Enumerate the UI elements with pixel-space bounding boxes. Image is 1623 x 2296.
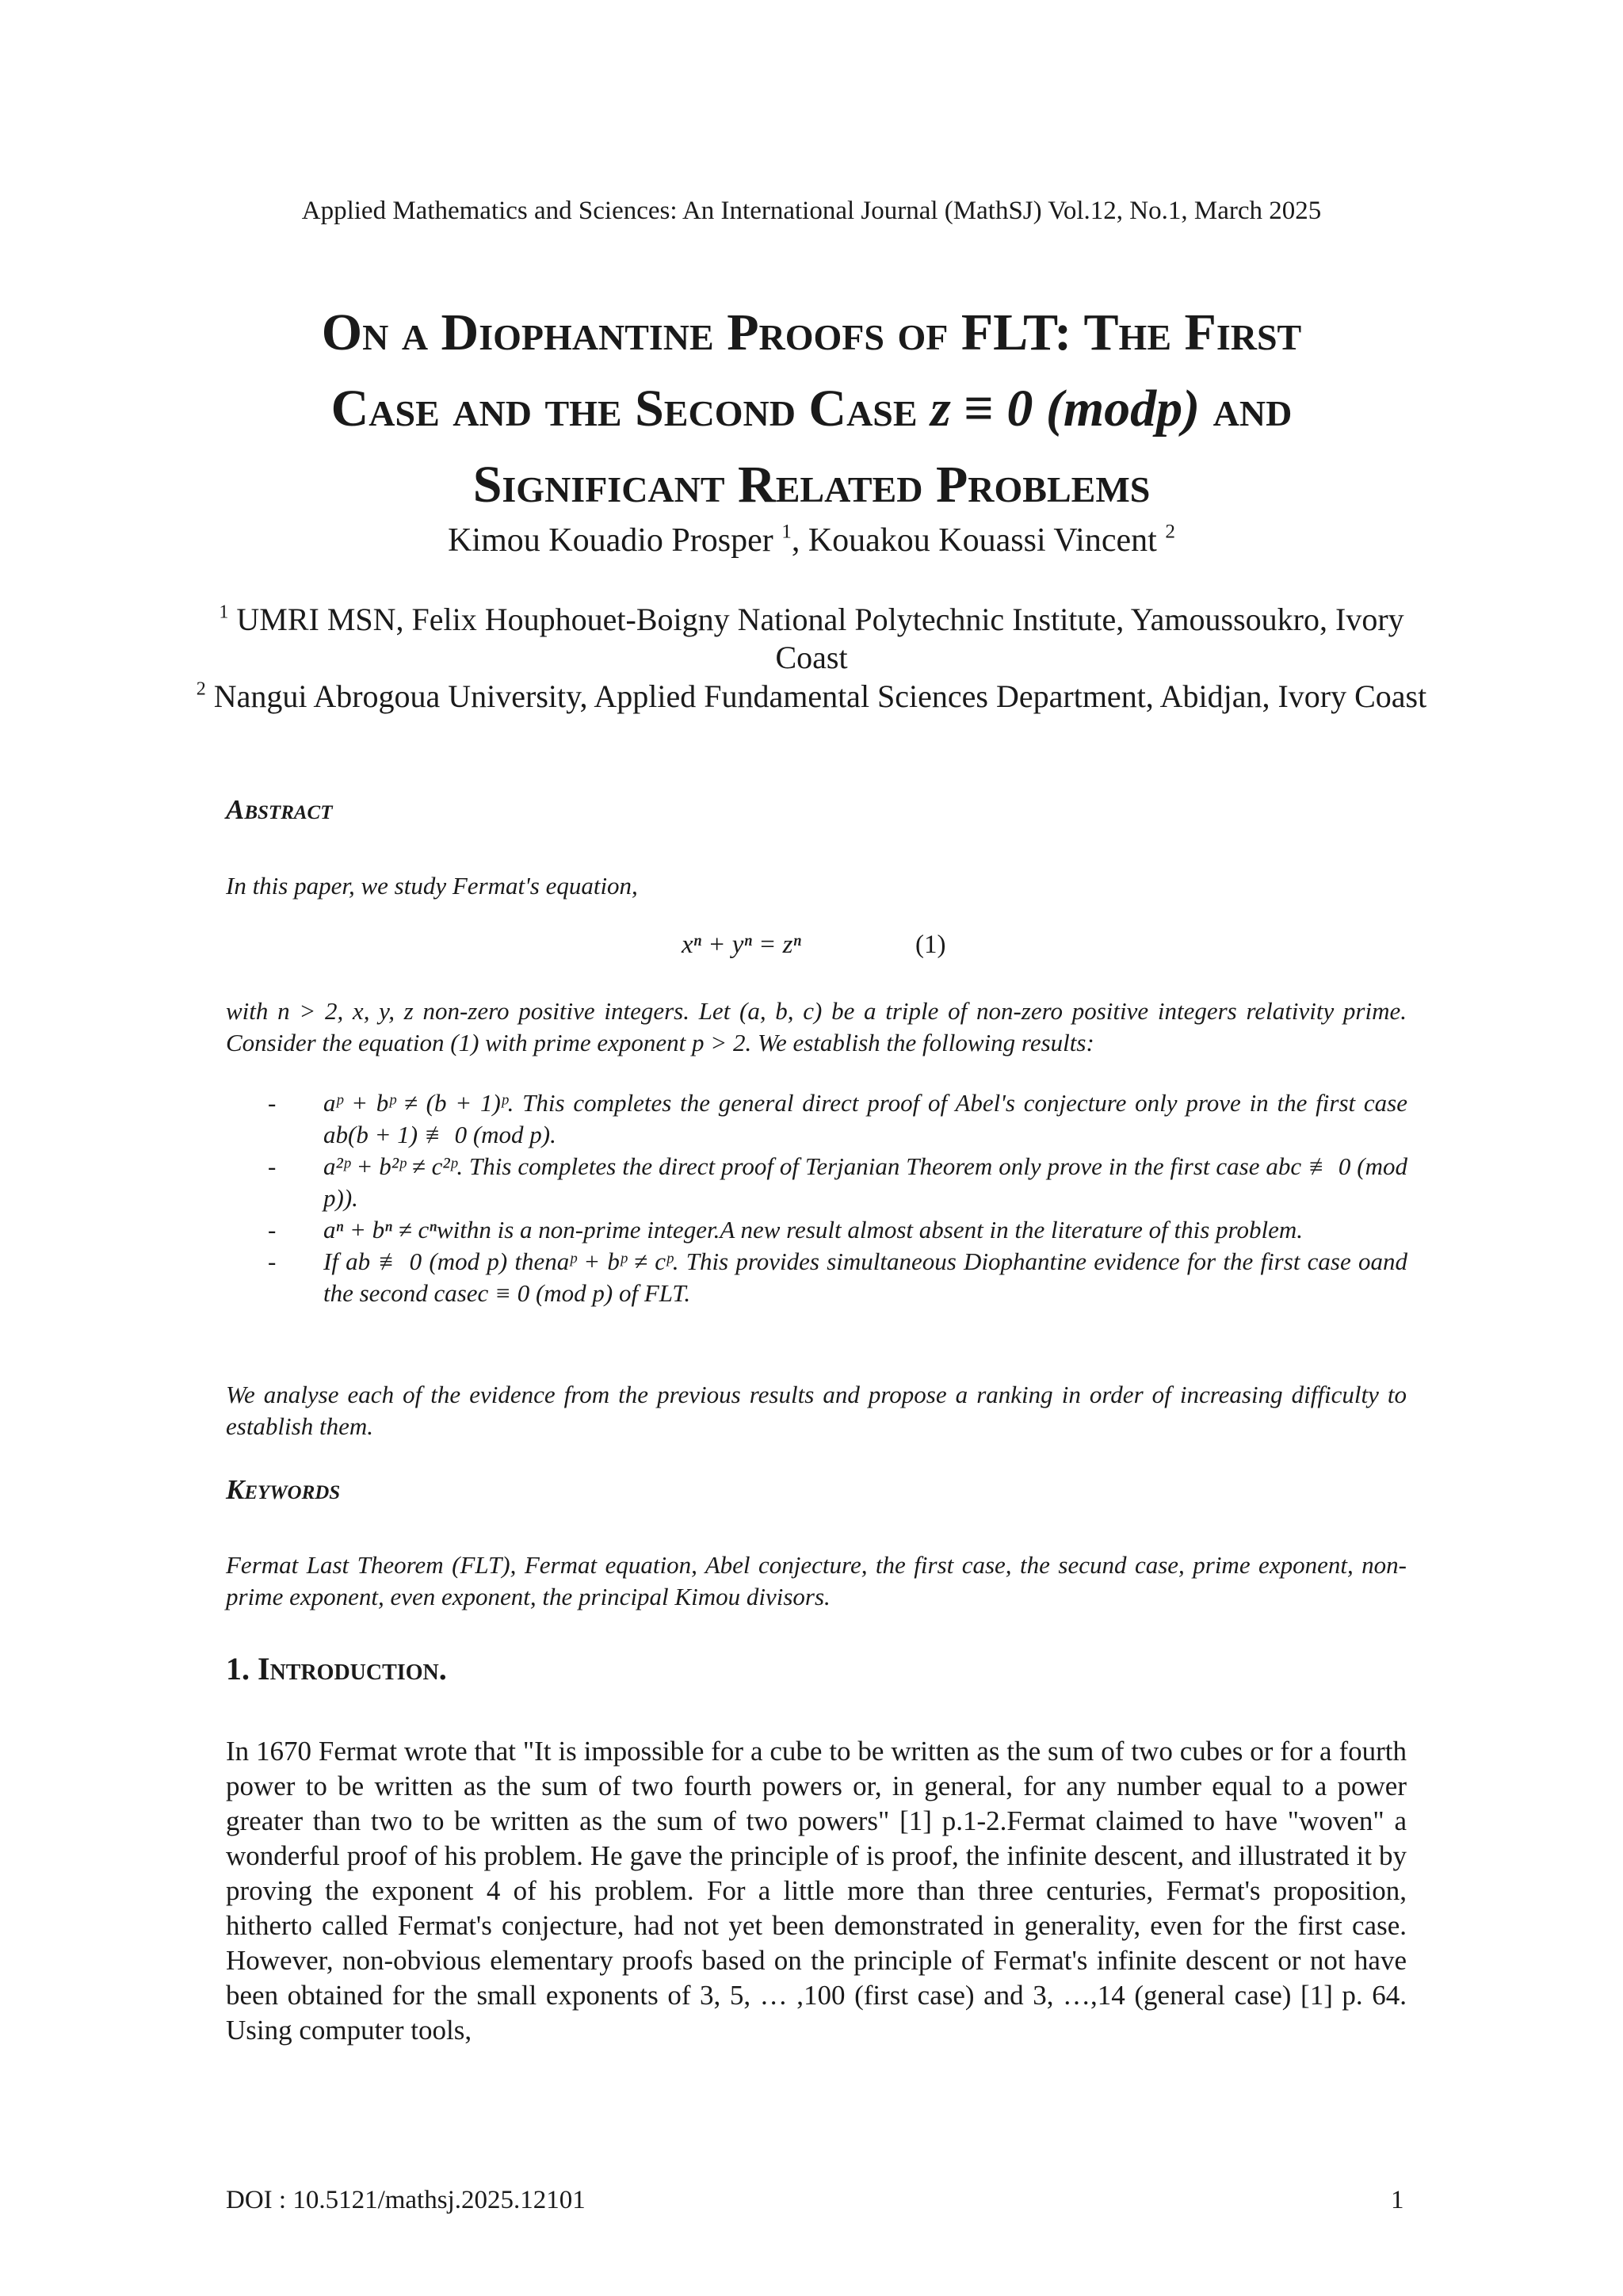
introduction-paragraph: In 1670 Fermat wrote that "It is impossible for a cube to be written as the sum of two cubes or for a fourth power to be written as the sum of two fourth powers or, in general, for any number equal to a power greater than two to be written as the sum of two powers" [1] p.1-2.Fermat claimed to have "woven" a wonderful proof of his problem. He gave the principle of is proof, the infinite descent, and illustrated it by proving the exponent 4 of his problem. For a little more than three centuries, Fermat's proposition, hitherto called Fermat's conjecture, had not yet been demonstrated in generality, even for the first case. However, non-obvious elementary proofs based on the principle of Fermat's infinite descent or not have been obtained for the small exponents of 3, 5, … ,100 (first case) and 3, …,14 (general case) [1] p. 64. Using computer tools, bbox=[226, 1736, 1407, 2046]
fermat-equation bbox=[682, 930, 946, 960]
list-item bbox=[268, 1151, 1407, 1214]
affiliation-1-text: UMRI MSN, Felix Houphouet-Boigny National Polytechnic Institute, Yamoussoukro, Ivory Coast bbox=[236, 602, 1404, 675]
abstract-intro: In this paper, we study Fermat's equation, bbox=[226, 872, 638, 900]
author-1-affiliation-mark: 1 bbox=[781, 521, 792, 543]
keywords-heading: Keywords bbox=[226, 1474, 341, 1505]
list-item bbox=[268, 1246, 1407, 1309]
abstract-with-paragraph: with n > 2, x, y, z non-zero positive integers. Let (a, b, c) be a triple of non-zero positive integers relativity prime. Consider the equation (1) with prime exponent p > 2. We establish the following results: bbox=[226, 997, 1407, 1056]
author-1: Kimou Kouadio Prosper bbox=[448, 522, 773, 559]
list-item-text: a²ᵖ + b²ᵖ ≠ c²ᵖ. This completes the direct proof of Terjanian Theorem only prove in the first case abc ≢ 0 (mod p)). bbox=[323, 1152, 1407, 1212]
introduction-heading: 1. Introduction. bbox=[226, 1651, 447, 1687]
keywords-text: Fermat Last Theorem (FLT), Fermat equation, Abel conjecture, the first case, the secund case, prime exponent, non-prime exponent, even exponent, the principal Kimou divisors. bbox=[226, 1551, 1407, 1610]
list-item-text: If ab ≢ 0 (mod p) thenaᵖ + bᵖ ≠ cᵖ. This provides simultaneous Diophantine evidence for the first case oand the second casec ≡ 0 (mod p) of FLT. bbox=[323, 1247, 1407, 1307]
list-item-text: aᵖ + bᵖ ≠ (b + 1)ᵖ. This completes the general direct proof of Abel's conjecture only prove in the first case ab(b + 1) ≢ 0 (mod p). bbox=[323, 1089, 1407, 1148]
running-header: Applied Mathematics and Sciences: An International Journal (MathSJ) Vol.12, No.1, March 2025 bbox=[301, 197, 1322, 225]
list-marker: - bbox=[268, 1247, 277, 1275]
author-2-affiliation-mark: 2 bbox=[1165, 521, 1175, 543]
title-line-3: Significant Related Problems bbox=[472, 456, 1151, 514]
list-item bbox=[268, 1087, 1407, 1151]
list-item-text: aⁿ + bⁿ ≠ cⁿwithn is a non-prime integer.A new result almost absent in the literature of this problem. bbox=[323, 1216, 1303, 1244]
author-2: Kouakou Kouassi Vincent bbox=[808, 522, 1157, 559]
paper-title bbox=[182, 295, 1441, 523]
equation-body: xⁿ + yⁿ = zⁿ bbox=[682, 930, 801, 959]
results-list bbox=[268, 1087, 1407, 1309]
affiliation-1-mark: 1 bbox=[219, 602, 229, 623]
affiliation-2 bbox=[182, 678, 1441, 716]
title-line-2-text: Case and the Second Case bbox=[330, 380, 918, 437]
equation-number: (1) bbox=[915, 930, 946, 959]
list-marker: - bbox=[268, 1089, 277, 1117]
list-item bbox=[268, 1214, 1407, 1246]
title-line-1: On a Diophantine Proofs of FLT: The First bbox=[321, 304, 1302, 361]
title-line-2 bbox=[182, 371, 1441, 447]
authors bbox=[0, 521, 1623, 560]
abstract-heading: Abstract bbox=[226, 794, 333, 825]
title-line-2-tail: and bbox=[1212, 380, 1293, 437]
title-math: z ≡ 0 (modp) bbox=[930, 380, 1201, 437]
affiliation-2-text: Nangui Abrogoua University, Applied Fundamental Sciences Department, Abidjan, Ivory Coast bbox=[213, 678, 1427, 714]
list-marker: - bbox=[268, 1216, 277, 1244]
footer-doi: DOI : 10.5121/mathsj.2025.12101 bbox=[226, 2186, 586, 2214]
affiliation-1 bbox=[182, 601, 1441, 677]
page-number: 1 bbox=[1391, 2186, 1404, 2214]
affiliation-2-mark: 2 bbox=[196, 678, 206, 700]
author-separator: , bbox=[791, 522, 808, 559]
abstract-conclusion: We analyse each of the evidence from the previous results and propose a ranking in order of increasing difficulty to establish them. bbox=[226, 1381, 1407, 1440]
list-marker: - bbox=[268, 1152, 277, 1180]
